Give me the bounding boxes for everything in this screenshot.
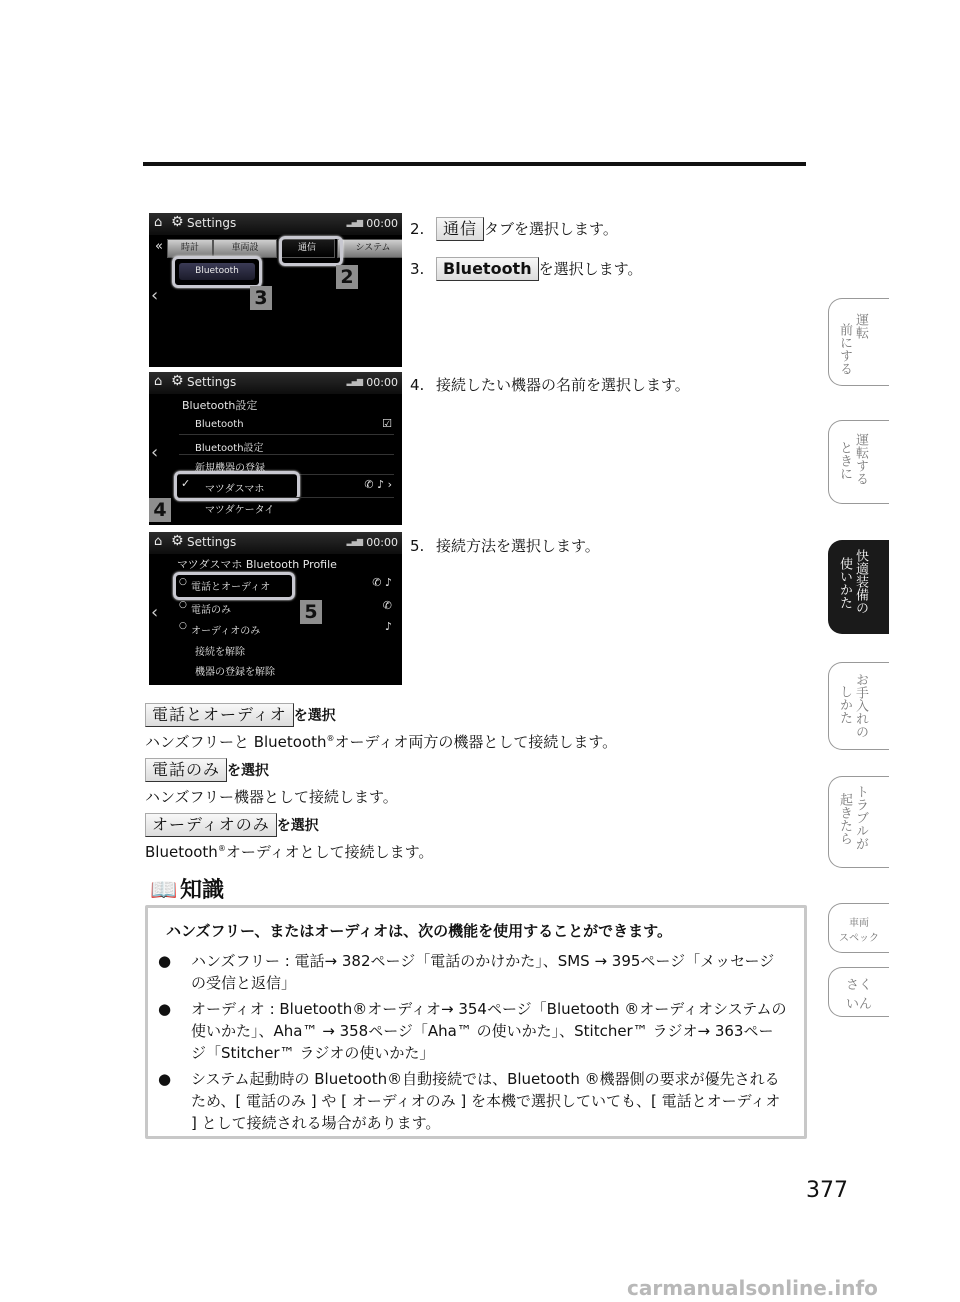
double-chevron-left-icon[interactable]: «: [155, 239, 163, 254]
home-icon: ⌂: [154, 374, 163, 389]
knowledge-lead: ハンズフリー、またはオーディオは、次の機能を使用することができます。: [166, 922, 672, 940]
option-phone-only[interactable]: 電話のみ: [191, 605, 231, 616]
option-phone-and-audio[interactable]: 電話とオーディオ: [191, 582, 271, 593]
checkbox-icon[interactable]: ☑: [382, 417, 392, 430]
knowledge-bullet-2: ● オーディオ : Bluetooth®オーディオ→ 354ページ「Bluetooth ®オーディオシステムの使いかた」、Aha™ → 358ページ「Aha™ の使いかた」、Stitcher™ ラジオ→ 363ページ「Stitcher™ ラジオの使いかた」: [158, 1000, 787, 1062]
watermark: carmanualsonline.info: [627, 1276, 878, 1300]
highlight-tab: [279, 236, 343, 266]
option-heading-phone-audio: 電話とオーディオ を選択: [145, 703, 336, 727]
screen-title: Settings: [187, 535, 237, 549]
radio-icon[interactable]: ○: [179, 577, 187, 587]
screen-title: Settings: [187, 375, 237, 389]
phone-music-icon: ✆ ♪: [372, 576, 392, 589]
clock: 00:00: [366, 376, 398, 389]
item-device-mazda-phone[interactable]: マツダケータイ: [205, 505, 275, 516]
option-audio-only[interactable]: オーディオのみ: [191, 626, 261, 637]
knowledge-bullet-3: ● システム起動時の Bluetooth®自動接続では、Bluetooth ®機器側の要求が優先されるため、[ 電話のみ ] や [ オーディオのみ ] を本機で選択していても、[ 電話とオーディオ ] として接続される場合があります。: [158, 1070, 781, 1132]
key-bluetooth: Bluetooth: [436, 257, 539, 281]
knowledge-bullet-1: ● ハンズフリー : 電話→ 382ページ「電話のかけかた」、SMS → 395ページ「メッセージの受信と返信」: [158, 952, 775, 992]
back-arrow-icon[interactable]: ‹: [151, 442, 159, 463]
checkmark-icon: ✓: [181, 477, 191, 490]
section-header: マツダスマホ Bluetooth Profile: [177, 558, 337, 571]
status-bar: [149, 372, 402, 394]
page-number: 377: [806, 1178, 848, 1203]
highlight-bluetooth: [172, 256, 262, 288]
radio-icon[interactable]: ○: [179, 600, 187, 610]
signal-icon: ▂▄▆: [346, 218, 362, 227]
option-heading-phone-only: 電話のみ を選択: [145, 758, 269, 782]
tab-clock[interactable]: 時計: [167, 239, 213, 258]
callout-2: 2: [336, 265, 358, 289]
option-desc-phone-only: ハンズフリー機器として接続します。: [145, 788, 398, 806]
home-icon: ⌂: [154, 534, 163, 549]
knowledge-heading: 📖 知識: [150, 878, 225, 903]
music-icon: ♪: [384, 620, 392, 633]
option-disconnect[interactable]: 接続を解除: [195, 647, 245, 658]
gear-icon: ⚙: [171, 373, 184, 389]
clock: 00:00: [366, 217, 398, 230]
phone-icon: ✆: [382, 599, 392, 612]
bluetooth-menu-item[interactable]: Bluetooth: [179, 263, 255, 280]
highlight-option: [173, 572, 295, 600]
tab-communication[interactable]: 通信: [279, 239, 335, 258]
item-register-device[interactable]: 新規機器の登録: [195, 463, 265, 474]
gear-icon: ⚙: [171, 533, 184, 549]
clock: 00:00: [366, 536, 398, 549]
step-3: 3. Bluetooth を選択します。: [410, 257, 642, 281]
book-icon: 📖: [150, 878, 178, 903]
tab-system[interactable]: システム: [337, 239, 402, 258]
screenshot-bluetooth-settings: [149, 372, 402, 525]
section-header: Bluetooth設定: [182, 399, 258, 412]
callout-5: 5: [300, 600, 322, 624]
radio-icon[interactable]: ○: [179, 621, 187, 631]
option-desc-phone-audio: ハンズフリーと Bluetooth®オーディオ両方の機器として接続します。: [145, 733, 618, 751]
side-tab-comfort-features[interactable]: 快適装備の 使いかた: [828, 540, 889, 634]
side-tab-index[interactable]: さく いん: [828, 967, 889, 1017]
screenshot-bluetooth-profile: [149, 532, 402, 685]
step-4: 4. 接続したい機器の名前を選択します。: [410, 376, 690, 394]
status-bar: [149, 213, 402, 235]
item-bluetooth-settings[interactable]: Bluetooth設定: [195, 443, 264, 454]
back-arrow-icon[interactable]: ‹: [151, 285, 159, 306]
side-tab-while-driving[interactable]: 運転する ときに: [828, 420, 889, 504]
option-heading-audio-only: オーディオのみ を選択: [145, 813, 319, 837]
home-icon: ⌂: [154, 215, 163, 230]
signal-icon: ▂▄▆: [346, 377, 362, 386]
callout-3: 3: [250, 286, 272, 310]
back-arrow-icon[interactable]: ‹: [151, 602, 159, 623]
callout-4: 4: [149, 498, 171, 522]
side-tab-before-driving[interactable]: 運転 前にする: [828, 298, 889, 386]
key-communication: 通信: [436, 217, 484, 241]
screen-title: Settings: [187, 216, 237, 230]
step-5: 5. 接続方法を選択します。: [410, 537, 600, 555]
screenshot-settings-tabs: [149, 213, 402, 367]
status-bar: [149, 532, 402, 554]
signal-icon: ▂▄▆: [346, 537, 362, 546]
item-device-mazda-smartphone[interactable]: マツダスマホ: [205, 484, 265, 495]
phone-music-icon: ✆ ♪ ›: [364, 478, 392, 491]
side-tab-specs[interactable]: 車両 スペック: [828, 903, 889, 953]
option-unregister[interactable]: 機器の登録を解除: [195, 667, 275, 678]
tab-vehicle[interactable]: 車両設: [213, 239, 277, 258]
side-tab-maintenance[interactable]: お手入れの しかた: [828, 662, 889, 750]
gear-icon: ⚙: [171, 214, 184, 230]
option-desc-audio-only: Bluetooth®オーディオとして接続します。: [145, 843, 434, 861]
top-rule: [143, 162, 806, 166]
knowledge-box: [145, 905, 807, 1139]
item-bluetooth[interactable]: Bluetooth: [195, 419, 244, 430]
side-tab-troubleshooting[interactable]: トラブルが 起きたら: [828, 776, 889, 868]
step-2: 2. 通信 タブを選択します。: [410, 217, 618, 241]
